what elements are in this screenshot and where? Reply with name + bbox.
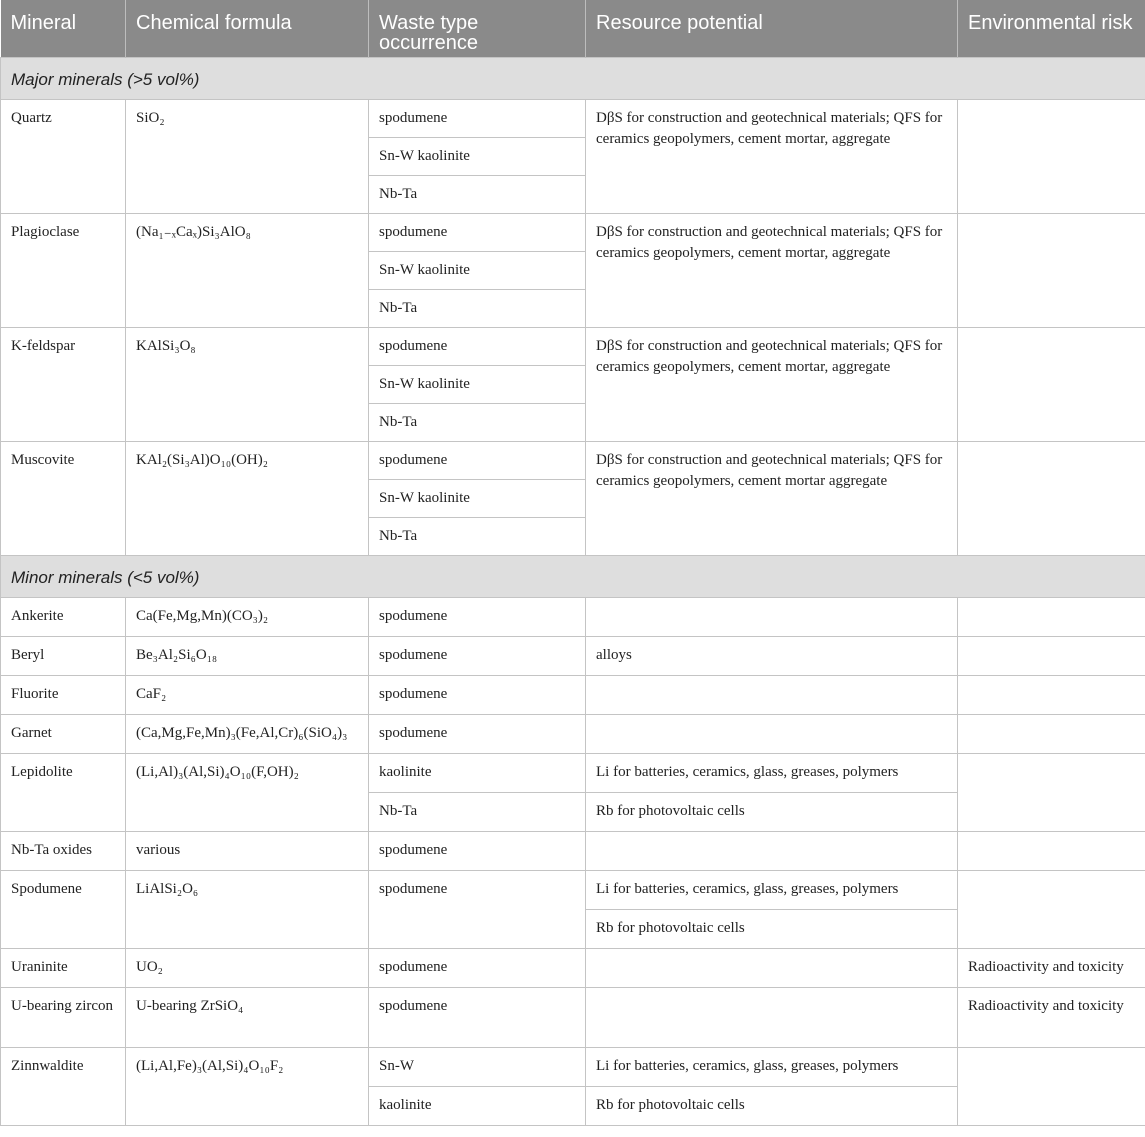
chemical-formula: (Li,Al)₃(Al,Si)₄O₁₀(F,OH)₂: [126, 753, 369, 831]
environmental-risk: [958, 675, 1145, 714]
chemical-formula: Be₃Al₂Si₆O₁₈: [126, 636, 369, 675]
header-waste-type: Waste type occurrence: [369, 0, 586, 57]
chemical-formula: (Li,Al,Fe)₃(Al,Si)₄O₁₀F₂: [126, 1047, 369, 1125]
table-row: [1, 831, 1145, 870]
environmental-risk: [958, 597, 1145, 636]
waste-type: Nb-Ta: [369, 403, 586, 441]
waste-type: Sn-W kaolinite: [369, 251, 586, 289]
mineral-name: Ankerite: [1, 597, 126, 636]
waste-type: spodumene: [369, 714, 586, 753]
waste-type: Sn-W kaolinite: [369, 137, 586, 175]
waste-type: spodumene: [369, 327, 586, 365]
mineral-name: Lepidolite: [1, 753, 126, 831]
table-row: [1, 636, 1145, 675]
mineral-name: Zinnwaldite: [1, 1047, 126, 1125]
waste-type: Nb-Ta: [369, 517, 586, 555]
resource-potential: Rb for photovoltaic cells: [586, 909, 958, 948]
section-label-major: Major minerals (>5 vol%): [1, 57, 1145, 99]
table-row: [1, 327, 1145, 365]
resource-potential: DβS for construction and geotechnical materials; QFS for ceramics geopolymers, cement mortar, aggregate: [586, 213, 958, 327]
environmental-risk: Radioactivity and toxicity: [958, 948, 1145, 987]
resource-potential: Li for batteries, ceramics, glass, greases, polymers: [586, 753, 958, 792]
header-environmental-risk: Environmental risk: [958, 0, 1145, 57]
resource-potential: [586, 948, 958, 987]
environmental-risk: [958, 714, 1145, 753]
table-row: [1, 597, 1145, 636]
waste-type: spodumene: [369, 948, 586, 987]
section-label-minor: Minor minerals (<5 vol%): [1, 555, 1145, 597]
resource-potential: alloys: [586, 636, 958, 675]
resource-potential: Rb for photovoltaic cells: [586, 792, 958, 831]
mineral-name: Beryl: [1, 636, 126, 675]
table-row: [1, 99, 1145, 137]
resource-potential: DβS for construction and geotechnical materials; QFS for ceramics geopolymers, cement mortar aggregate: [586, 441, 958, 555]
environmental-risk: [958, 1047, 1145, 1125]
waste-type: Nb-Ta: [369, 792, 586, 831]
mineral-name: Fluorite: [1, 675, 126, 714]
environmental-risk: [958, 870, 1145, 948]
mineral-name: Quartz: [1, 99, 126, 213]
environmental-risk: Radioactivity and toxicity: [958, 987, 1145, 1047]
waste-type: spodumene: [369, 441, 586, 479]
environmental-risk: [958, 99, 1145, 213]
chemical-formula: UO₂: [126, 948, 369, 987]
waste-type: spodumene: [369, 831, 586, 870]
environmental-risk: [958, 441, 1145, 555]
chemical-formula: LiAlSi₂O₆: [126, 870, 369, 948]
resource-potential: Li for batteries, ceramics, glass, greases, polymers: [586, 870, 958, 909]
waste-type: spodumene: [369, 213, 586, 251]
resource-potential: [586, 831, 958, 870]
environmental-risk: [958, 636, 1145, 675]
waste-type: spodumene: [369, 597, 586, 636]
waste-type: Nb-Ta: [369, 289, 586, 327]
mineral-name: Garnet: [1, 714, 126, 753]
resource-potential: Rb for photovoltaic cells: [586, 1086, 958, 1125]
table-row: [1, 753, 1145, 792]
waste-type: spodumene: [369, 870, 586, 948]
resource-potential: [586, 597, 958, 636]
resource-potential: DβS for construction and geotechnical materials; QFS for ceramics geopolymers, cement mortar, aggregate: [586, 99, 958, 213]
chemical-formula: KAlSi₃O₈: [126, 327, 369, 441]
mineral-name: Muscovite: [1, 441, 126, 555]
table-row: [1, 213, 1145, 251]
waste-type: spodumene: [369, 636, 586, 675]
waste-type: Sn-W: [369, 1047, 586, 1086]
chemical-formula: U-bearing ZrSiO₄: [126, 987, 369, 1047]
waste-type: Sn-W kaolinite: [369, 479, 586, 517]
table-row: [1, 948, 1145, 987]
waste-type: kaolinite: [369, 753, 586, 792]
resource-potential: DβS for construction and geotechnical materials; QFS for ceramics geopolymers, cement mortar, aggregate: [586, 327, 958, 441]
resource-potential: [586, 675, 958, 714]
resource-potential: [586, 987, 958, 1047]
table-row: [1, 441, 1145, 479]
table-row: [1, 714, 1145, 753]
chemical-formula: SiO₂: [126, 99, 369, 213]
chemical-formula: KAl₂(Si₃Al)O₁₀(OH)₂: [126, 441, 369, 555]
waste-type: spodumene: [369, 99, 586, 137]
environmental-risk: [958, 753, 1145, 831]
table-row: [1, 675, 1145, 714]
mineral-name: K-feldspar: [1, 327, 126, 441]
environmental-risk: [958, 327, 1145, 441]
chemical-formula: (Ca,Mg,Fe,Mn)₃(Fe,Al,Cr)₆(SiO₄)₃: [126, 714, 369, 753]
header-resource-potential: Resource potential: [586, 0, 958, 57]
section-row-major: [1, 57, 1145, 99]
mineral-name: Nb-Ta oxides: [1, 831, 126, 870]
waste-type: kaolinite: [369, 1086, 586, 1125]
waste-type: Nb-Ta: [369, 175, 586, 213]
table-row: [1, 870, 1145, 909]
header-mineral: Mineral: [1, 0, 126, 57]
chemical-formula: (Na₁₋ₓCaₓ)Si₃AlO₈: [126, 213, 369, 327]
waste-type: spodumene: [369, 675, 586, 714]
chemical-formula: CaF₂: [126, 675, 369, 714]
waste-type: Sn-W kaolinite: [369, 365, 586, 403]
environmental-risk: [958, 213, 1145, 327]
table-row: [1, 987, 1145, 1047]
mineral-name: U-bearing zircon: [1, 987, 126, 1047]
chemical-formula: various: [126, 831, 369, 870]
table-row: [1, 1047, 1145, 1086]
environmental-risk: [958, 831, 1145, 870]
chemical-formula: Ca(Fe,Mg,Mn)(CO₃)₂: [126, 597, 369, 636]
section-row-minor: [1, 555, 1145, 597]
header-chemical-formula: Chemical formula: [126, 0, 369, 57]
mineral-name: Spodumene: [1, 870, 126, 948]
header-row: [1, 0, 1145, 57]
resource-potential: Li for batteries, ceramics, glass, greases, polymers: [586, 1047, 958, 1086]
resource-potential: [586, 714, 958, 753]
mineral-name: Plagioclase: [1, 213, 126, 327]
mineral-name: Uraninite: [1, 948, 126, 987]
waste-type: spodumene: [369, 987, 586, 1047]
